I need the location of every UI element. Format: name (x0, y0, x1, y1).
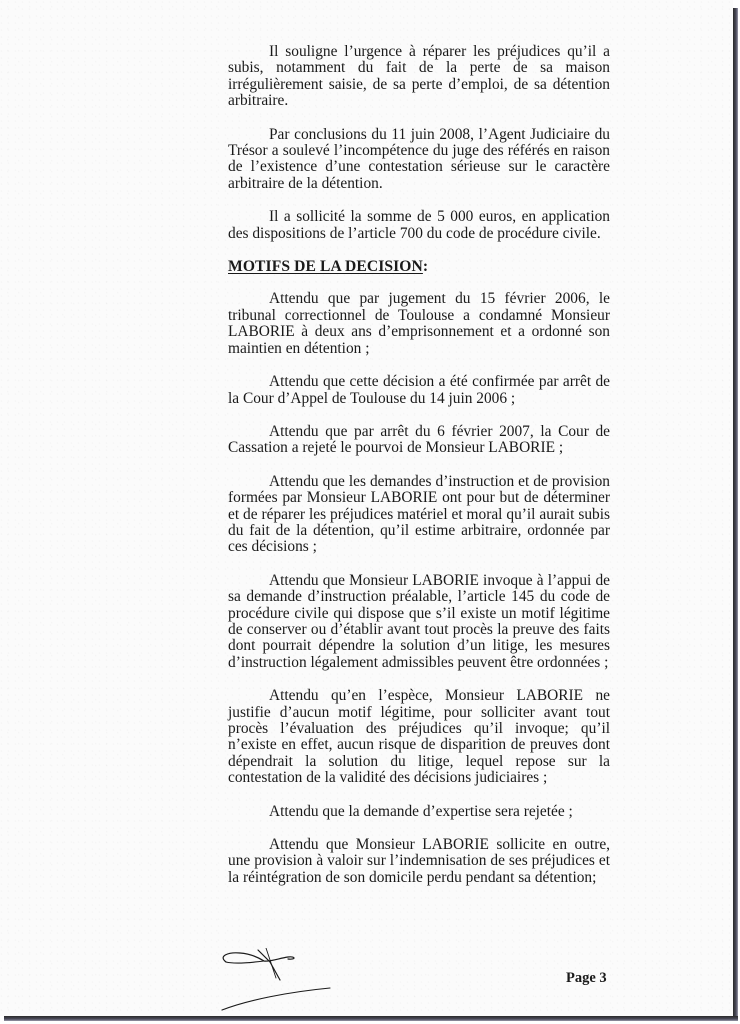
section-heading-colon: : (422, 258, 429, 276)
page-shadow-right (733, 8, 738, 1021)
paragraph: Attendu qu’en l’espèce, Monsieur LABORIE ne justifie d’aucun motif légitime, pour solliciter avant tout procès l’évaluation des préjudices qu’il invoque; qu’il n’existe en effet, aucun risque de disparition de preuves dont dépendrait la solution du litige, lequel repose sur la contestation de la validité des décisions judiciaires ; (228, 687, 610, 787)
paragraph: Attendu que Monsieur LABORIE invoque à l’appui de sa demande d’instruction préalable, l’article 145 du code de procédure civile qui dispose que s’il existe un motif légitime de conserver ou d’établir avant tout procès la preuve des faits dont pourrait dépendre la solution d’un litige, les mesures d’instruction légalement admissibles peuvent être ordonnées ; (228, 571, 610, 671)
page-shadow-bottom (4, 1016, 738, 1021)
paragraph: Attendu que cette décision a été confirmée par arrêt de la Cour d’Appel de Toulouse du 14 juin 2006 ; (228, 373, 610, 407)
document-body (228, 44, 610, 903)
section-heading (228, 259, 610, 275)
signature-icon (218, 948, 338, 1018)
paragraph: Attendu que par arrêt du 6 février 2007, la Cour de Cassation a rejeté le pourvoi de Monsieur LABORIE ; (228, 422, 610, 457)
paragraph: Il souligne l’urgence à réparer les préjudices qu’il a subis, notamment du fait de la perte de sa maison irrégulièrement saisie, de sa perte d’emploi, de sa détention arbitraire. (228, 43, 610, 110)
paragraph: Par conclusions du 11 juin 2008, l’Agent Judiciaire du Trésor a soulevé l’incompétence du juge des référés en raison de l’existence d’une contestation sérieuse sur le caractère arbitraire de la détention. (228, 125, 610, 192)
page-number: Page 3 (566, 970, 607, 986)
paragraph: Attendu que les demandes d’instruction et de provision formées par Monsieur LABORIE ont pour but de déterminer et de réparer les préjudices matériel et moral qu’il aurait subis du fait de la détention, qu’il estime arbitraire, ordonnée par ces décisions ; (228, 472, 610, 556)
paragraph: Attendu que par jugement du 15 février 2006, le tribunal correctionnel de Toulouse a condamné Monsieur LABORIE à deux ans d’emprisonnement et a ordonné son maintien en détention ; (228, 290, 610, 357)
paragraph: Il a sollicité la somme de 5 000 euros, en application des dispositions de l’article 700 du code de procédure civile. (228, 208, 610, 242)
paragraph: Attendu que la demande d’expertise sera rejetée ; (269, 802, 573, 820)
section-heading-text: MOTIFS DE LA DECISION (228, 258, 423, 276)
paragraph: Attendu que Monsieur LABORIE sollicite en outre, une provision à valoir sur l’indemnisation de ses préjudices et la réintégration de son domicile perdu pendant sa détention; (228, 836, 610, 886)
